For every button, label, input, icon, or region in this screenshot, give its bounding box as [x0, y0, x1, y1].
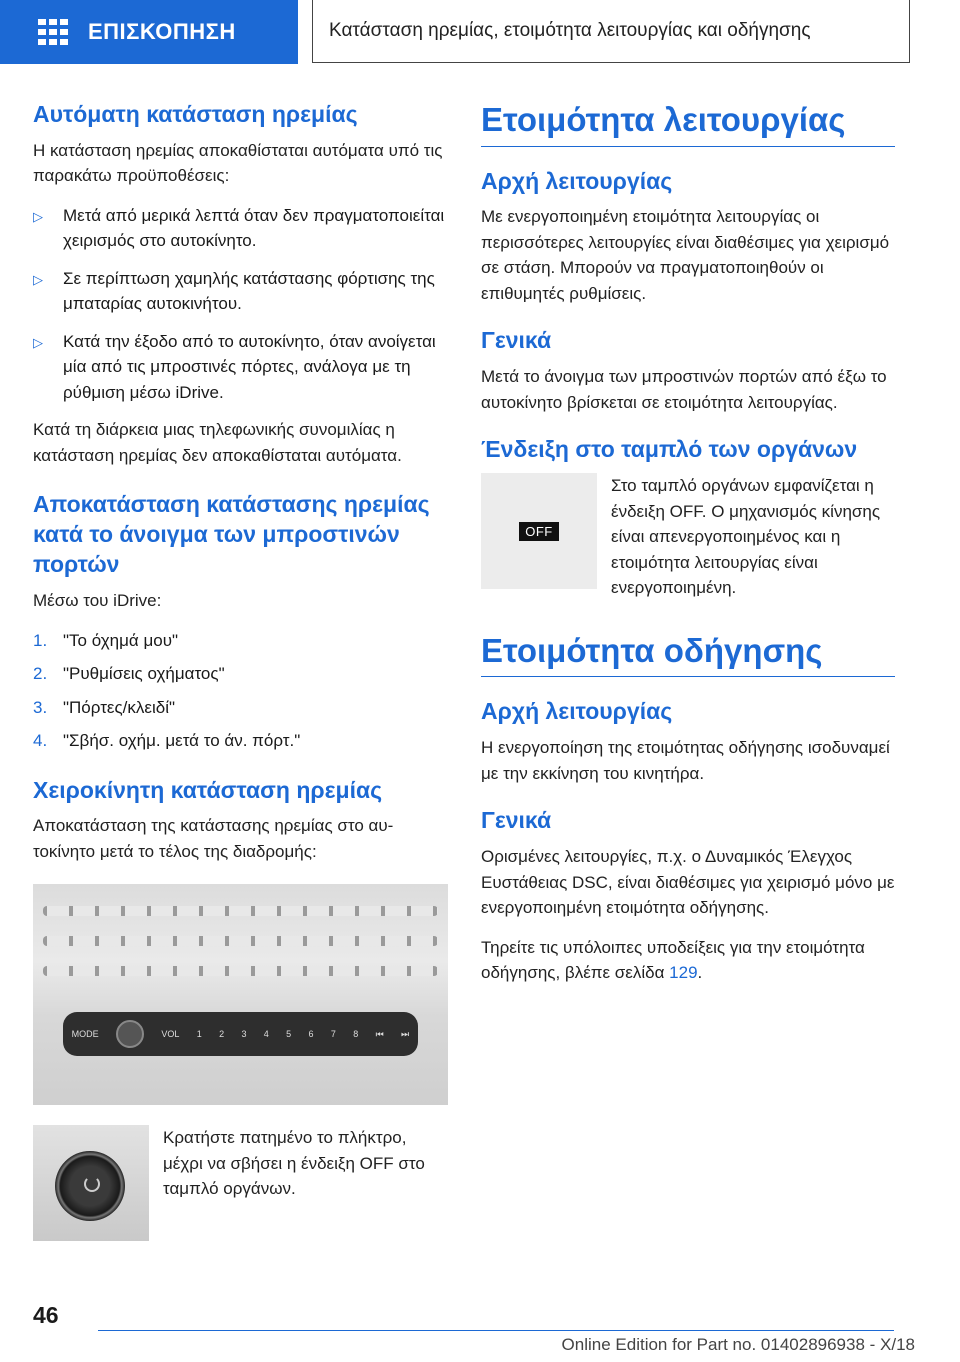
step-item	[33, 728, 448, 754]
triangle-bullet-icon: ▷	[33, 334, 43, 350]
volume-knob-icon	[116, 1020, 144, 1048]
panel-label: 6	[308, 1029, 314, 1040]
drive-note-suffix: .	[697, 963, 703, 983]
manual-rest-text: Αποκατάσταση της κατάστασης ηρεμίας στο αυτοκίνητο μετά το τέλος της διαδρομής:	[33, 816, 394, 861]
indicator-text: Στο ταμπλό οργάνων εμφανίζεται η ένδειξη OFF. Ο μηχανισμός κίνησης είναι απενεργοποιημένος και η ετοιμότητα λειτουργίας είναι ενεργοποιημένη.	[611, 476, 881, 598]
step-item	[33, 661, 448, 687]
drive-general-text: Ορισμένες λειτουργίες, π.χ. ο Δυναμικός Έλεγχος Ευστάθειας DSC, είναι διαθέσιμες για χειρισμό μόνο με ενεργοποιημένη ετοιμότητα οδήγησης.	[481, 847, 895, 918]
step-number: 2.	[33, 664, 48, 684]
panel-label: 8	[353, 1029, 359, 1040]
air-vent	[43, 966, 438, 976]
bullet-text: Κατά την έξοδο από το αυτοκίνητο, όταν ανοίγεται μία από τις μπροστινές πόρτες, ανάλογα με τη ρύθμιση μέσω iDrive.	[63, 331, 436, 402]
triangle-bullet-icon: ▷	[33, 208, 43, 224]
indicator-heading: Ένδειξη στο ταμπλό των οργάνων	[481, 436, 858, 463]
triangle-bullet-icon: ▷	[33, 271, 43, 287]
auto-rest-heading: Αυτόματη κατάσταση ηρεμίας	[33, 101, 358, 127]
panel-label: 4	[263, 1029, 269, 1040]
page-number: 46	[33, 1302, 59, 1328]
ready-principle-heading: Αρχή λειτουργίας	[481, 167, 673, 194]
ready-general-text: Μετά το άνοιγμα των μπροστινών πορτών από έξω το αυτοκίνητο βρίσκεται σε ετοιμότητα λειτουργίας.	[481, 367, 887, 412]
step-number: 3.	[33, 697, 48, 717]
panel-label: ⏮	[375, 1028, 384, 1039]
left-column	[33, 100, 448, 1241]
step-text: "Πόρτες/κλειδί"	[63, 697, 176, 717]
ready-principle-text: Με ενεργοποιημένη ετοιμότητα λειτουργίας οι περισσότερες λειτουργίες είναι διαθέσιμες για χειρισμό σε στάση. Μπορούν να πραγματοποιηθούν οι επιθυμητές ρυθμίσεις.	[481, 207, 890, 303]
auto-rest-note: Κατά τη διάρκεια μιας τηλεφωνικής συνομιλίας η κατάσταση ηρεμίας δεν αποκαθίσταται αυτόματα.	[33, 420, 402, 465]
list-item	[33, 203, 448, 254]
dashboard-photo	[33, 884, 448, 1105]
power-knob	[55, 1151, 125, 1221]
drive-principle-text: Η ενεργοποίηση της ετοιμότητας οδήγησης ισοδυναμεί με την εκκίνηση του κινητήρα.	[481, 738, 890, 783]
restore-intro: Μέσω του iDrive:	[33, 591, 162, 611]
grid-menu-icon	[38, 19, 68, 45]
ready-heading: Ετοιμότητα λειτουργίας	[481, 100, 895, 147]
knob-instruction	[33, 1125, 448, 1241]
list-item	[33, 329, 448, 406]
knob-instruction-text: Κρατήστε πατημένο το πλήκτρο, μέχρι να σβήσει η ένδειξη OFF στο ταμπλό οργάνων.	[163, 1128, 425, 1199]
manual-rest-heading: Χειροκίνητη κατάσταση ηρεμίας	[33, 776, 383, 803]
panel-label: MODE	[71, 1029, 99, 1040]
step-text: "Σβήσ. οχήμ. μετά το άν. πόρτ."	[63, 731, 301, 751]
panel-label: 5	[286, 1029, 292, 1040]
footer-divider	[98, 1330, 894, 1331]
drive-heading: Ετοιμότητα οδήγησης	[481, 631, 895, 678]
off-badge: OFF	[519, 522, 559, 541]
step-number: 4.	[33, 731, 48, 751]
off-indicator-image	[481, 473, 597, 589]
step-item	[33, 628, 448, 654]
auto-rest-intro: Η κατάσταση ηρεμίας αποκαθίσταται αυτόματα υπό τις παρακάτω προϋποθέσεις:	[33, 140, 443, 186]
drive-note-text: Τηρείτε τις υπόλοιπες υποδείξεις για την ετοιμότητα οδήγησης, βλέπε σελίδα	[481, 937, 865, 983]
off-indicator-block	[481, 473, 895, 601]
air-vent	[43, 906, 438, 916]
panel-label: ⏭	[401, 1028, 410, 1039]
step-text: "Το όχημά μου"	[63, 630, 179, 650]
right-column	[481, 100, 895, 1000]
edition-footer: Online Edition for Part no. 01402896938 - X/18	[561, 1335, 915, 1354]
bullet-text: Μετά από μερικά λεπτά όταν δεν πραγματοποιείται χειρισμός στο αυτοκίνητο.	[63, 205, 445, 251]
panel-label: 7	[330, 1029, 336, 1040]
drive-principle-heading: Αρχή λειτουργίας	[481, 698, 673, 725]
power-knob-photo	[33, 1125, 149, 1241]
drive-general-heading: Γενικά	[481, 807, 552, 834]
page-link[interactable]: 129	[669, 963, 698, 983]
overview-label: ΕΠΙΣΚΟΠΗΣΗ	[88, 19, 236, 44]
step-item	[33, 695, 448, 721]
panel-label: VOL	[161, 1029, 180, 1040]
air-vent	[43, 936, 438, 946]
overview-tab[interactable]	[0, 0, 298, 64]
radio-control-panel	[63, 1012, 418, 1056]
chapter-tab[interactable]: Κατάσταση ηρεμίας, ετοιμότητα λειτουργίας και οδήγησης	[312, 0, 910, 63]
panel-label: 3	[241, 1029, 247, 1040]
bullet-text: Σε περίπτωση χαμηλής κατάστασης φόρτισης της μπαταρίας αυτοκινήτου.	[63, 268, 435, 314]
top-navigation	[0, 0, 960, 66]
step-number: 1.	[33, 630, 48, 650]
power-icon	[84, 1176, 100, 1192]
step-text: "Ρυθμίσεις οχήματος"	[63, 664, 225, 684]
panel-label: 2	[219, 1029, 225, 1040]
drive-note	[481, 935, 895, 986]
list-item	[33, 266, 448, 317]
panel-label: 1	[196, 1029, 202, 1040]
restore-heading: Αποκατάσταση κατάστασης ηρεμίας κατά το άνοιγμα των μπροστινών πορτών	[33, 491, 430, 578]
ready-general-heading: Γενικά	[481, 327, 552, 354]
